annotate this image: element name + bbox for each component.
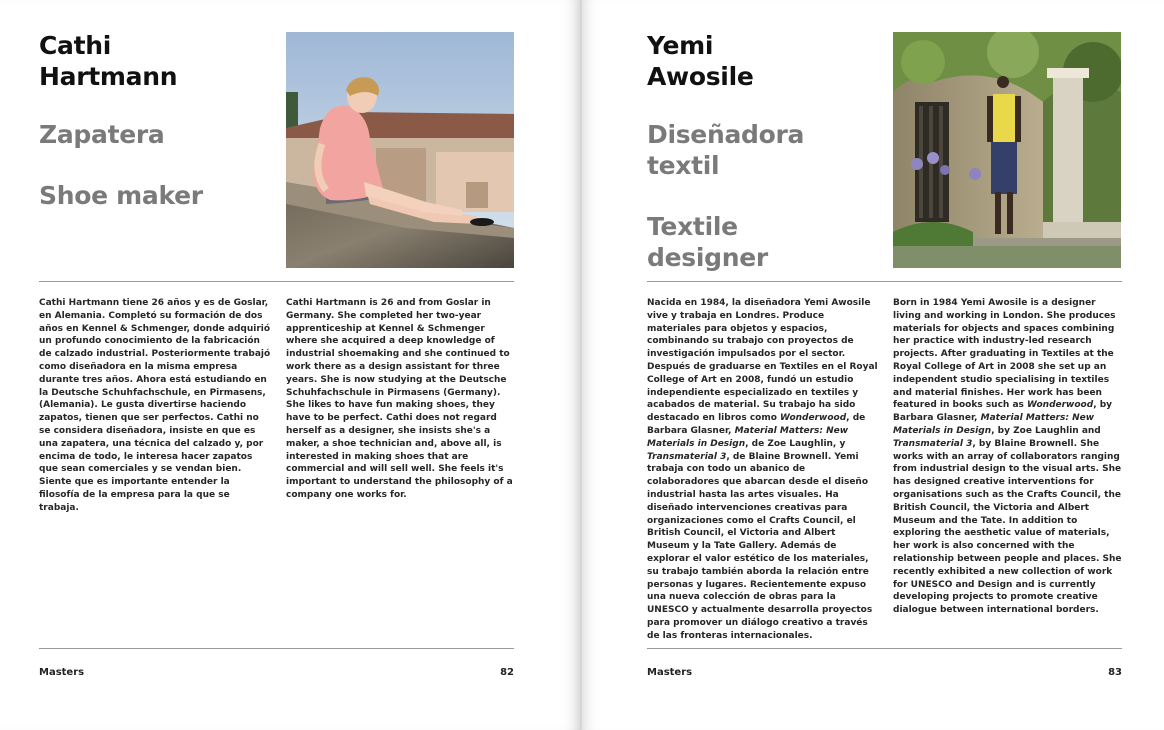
header-divider (647, 281, 1122, 282)
book-title-material-matters: Material Matters: New Materials in Design (893, 413, 1095, 436)
portrait-photo-shoemaker (286, 32, 514, 268)
page-number: 82 (500, 667, 514, 678)
name-last: Hartmann (39, 62, 178, 91)
name-first: Cathi (39, 31, 112, 60)
role-spanish-line2: textil (647, 151, 720, 180)
footer-divider (39, 648, 514, 649)
bio-spanish: Cathi Hartmann tiene 26 años y es de Goslar, en Alemania. Completó su formación de dos años en Kennel & Schmenger, donde adquirió un profundo conocimiento de la fabricación de calzado industrial. Posteriormente trabajó como diseñadora en la misma empresa durante tres años. Ahora está estudiando en la Deutsche Schuhfachschule, en Pirmasens, (Alemania). Le gusta divertirse haciendo zapatos, tienen que ser perfectos. Cathi no se considera diseñadora, insiste en que es una zapatera, una técnica del calzado y, por encima de todo, le interesa hacer zapatos que sean comerciales y se vendan bien. Siente que es importante entender la filosofía de la empresa para la que se trabaja. (39, 298, 271, 513)
bio-spanish (647, 297, 879, 643)
section-label: Masters (39, 667, 85, 678)
name-last: Awosile (647, 62, 754, 91)
bio-spanish-part1: Nacida en 1984, la diseñadora Yemi Awosile vive y trabaja en Londres. Produce materiales para objetos y espacios, combinando su trabajo con proyectos de investigación impulsados por el sector. Después de graduarse en Textiles en el Royal College of Art en 2008, fundó un estudio independiente especializado en textiles y acabados de material. Su trabajo ha sido destacado en libros como (647, 298, 878, 424)
role-english-line1: Textile (647, 212, 738, 241)
bio-spanish-part2: , de Barbara Glasner, (647, 413, 866, 436)
bio-spanish-part4: , de Blaine Brownell. Yemi trabaja con todo un abanico de colaboradores que abarcan desde el diseño industrial hasta las artes visuales. Ha diseñado intervenciones creativas para organizaciones como el Crafts Council, el British Council, el Victoria and Albert Museum y la Tate Gallery. Además de explorar el valor estético de los materiales, su trabajo también aborda la relación entre personas y lugares. Recientemente expuso una nueva colección de obras para la UNESCO y actualmente desarrolla proyectos para promover un diálogo creativo a través de las fronteras internacionales. (647, 451, 873, 641)
bio-spanish-part3: , de Zoe Laughlin, y (745, 438, 846, 449)
role-english-line2: designer (647, 243, 768, 272)
bio-english-part4: , by Blaine Brownell. She works with an array of collaborators ranging from industrial design to the visual arts. She has designed creative interventions for organisations such as the Crafts Council, the British Council, the Victoria and Albert Museum and the Tate. In addition to exploring the aesthetic value of materials, her work is also concerned with the relationship between people and places. She recently exhibited a new collection of work for UNESCO and Design and is currently developing projects to promote creative dialogue between international borders. (893, 438, 1122, 616)
book-title-transmaterial: Transmaterial 3 (647, 451, 727, 462)
left-page (0, 0, 580, 730)
book-title-transmaterial: Transmaterial 3 (893, 438, 973, 449)
page-number: 83 (1108, 667, 1122, 678)
footer-divider (647, 648, 1122, 649)
portrait-photo-textile-designer (893, 32, 1121, 268)
bio-english (893, 297, 1125, 617)
right-page (582, 0, 1164, 730)
role-spanish-line1: Diseñadora (647, 120, 805, 149)
role-spanish (647, 119, 804, 181)
bio-english-part2: , by Barbara Glasner, (893, 400, 1113, 424)
profile-name (647, 30, 754, 92)
profile-name (39, 30, 177, 92)
book-title-wonderwood: Wonderwood (1027, 400, 1094, 411)
bio-english-part1: Born in 1984 Yemi Awosile is a designer living and working in London. She produces materials for objects and spaces combining her practice with industry-led research projects. After graduating in Textiles at the Royal College of Art in 2008 she set up an independent studio specialising in textiles and material finishes. Her work has been featured in books such as (893, 298, 1116, 411)
header-divider (39, 281, 514, 282)
role-english: Shoe maker (39, 181, 203, 210)
role-english (647, 211, 768, 273)
bio-english-part3: , by Zoe Laughlin and (991, 425, 1101, 436)
book-title-material-matters: Material Matters: New Materials in Design (647, 425, 849, 449)
role-spanish: Zapatera (39, 120, 165, 149)
name-first: Yemi (647, 31, 714, 60)
book-title-wonderwood: Wonderwood (780, 413, 847, 424)
section-label: Masters (647, 667, 693, 678)
bio-english: Cathi Hartmann is 26 and from Goslar in Germany. She completed her two-year apprenticeship at Kennel & Schmenger where she acquired a deep knowledge of industrial shoemaking and she continued to work there as a design assistant for three years. She is now studying at the Deutsche Schuhfachschule in Pirmasens (Germany). She likes to have fun making shoes, they have to be perfect. Cathi does not regard herself as a designer, she insists she's a maker, a shoe technician and, above all, is interested in making shoes that are commercial and will sell well. She feels it's important to understand the philosophy of a company one works for. (286, 298, 513, 500)
